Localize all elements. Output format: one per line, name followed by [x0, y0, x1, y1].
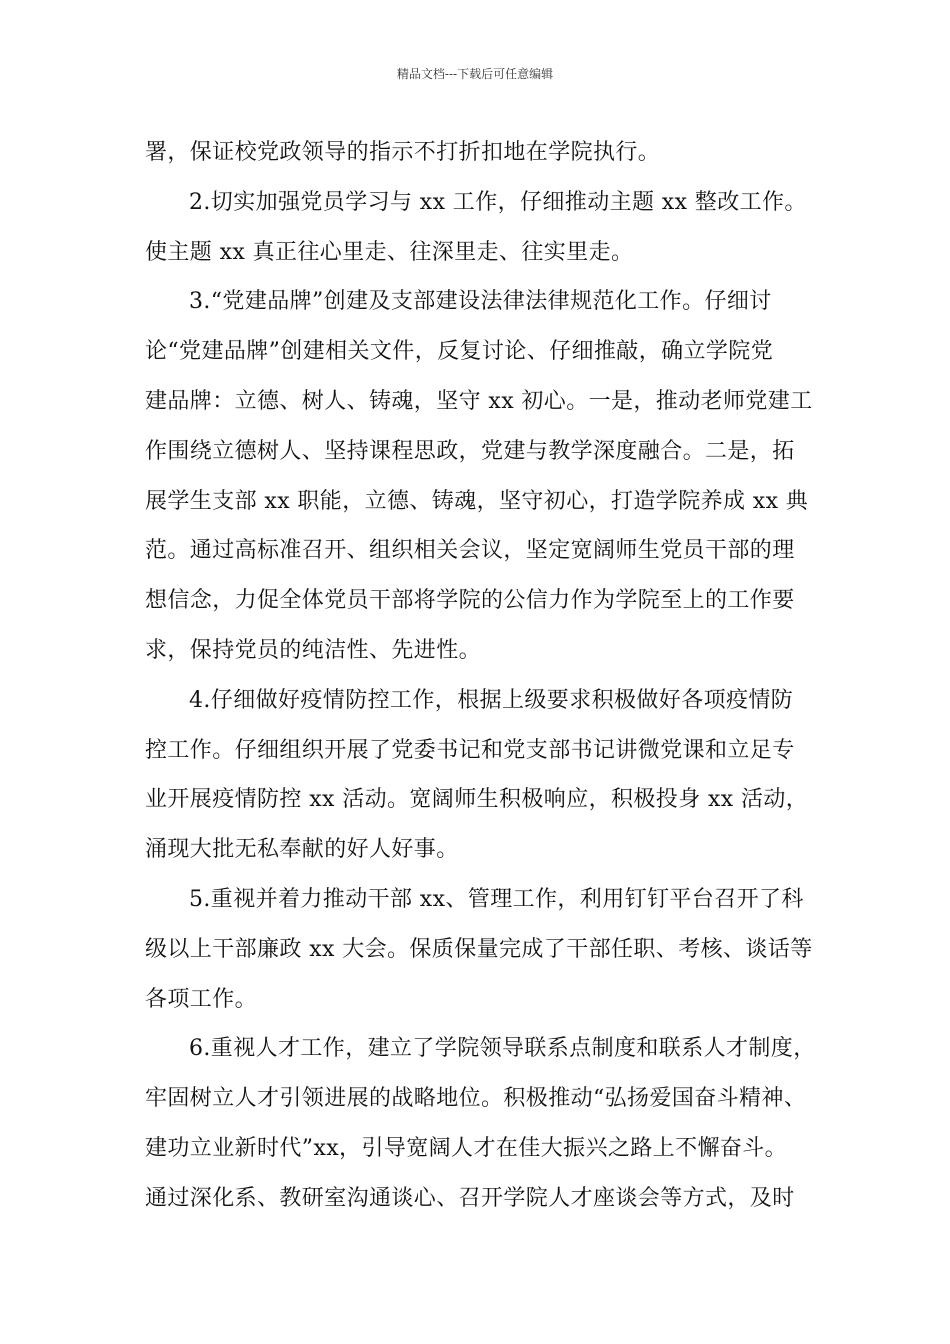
text-line: 涌现大批无私奉献的好人好事。 — [145, 837, 459, 863]
text-line: 级以上干部廉政 xx 大会。保质保量完成了干部任职、考核、谈话等 — [145, 936, 813, 962]
text-line: 各项工作。 — [145, 986, 258, 1012]
text-line: 通过深化系、教研室沟通谈心、召开学院人才座谈会等方式，及时 — [145, 1185, 795, 1211]
text-line: 想信念，力促全体党员干部将学院的公信力作为学院至上的工作要 — [145, 588, 795, 614]
text-line: 展学生支部 xx 职能，立德、铸魂，坚守初心，打造学院养成 xx 典 — [145, 488, 809, 514]
text-line: 5.重视并着力推动干部 xx、管理工作，利用钉钉平台召开了科 — [189, 886, 804, 912]
text-line: 2.切实加强党员学习与 xx 工作，仔细推动主题 xx 整改工作。 — [189, 189, 807, 215]
text-line: 控工作。仔细组织开展了党委书记和党支部书记讲微党课和立足专 — [145, 737, 795, 763]
text-line: 求，保持党员的纯洁性、先进性。 — [145, 637, 482, 663]
text-line: 使主题 xx 真正往心里走、往深里走、往实里走。 — [145, 239, 634, 265]
text-line: 建功立业新时代”xx，引导宽阔人才在佳大振兴之路上不懈奋斗。 — [145, 1135, 788, 1161]
text-line: 建品牌：立德、树人、铸魂，坚守 xx 初心。一是，推动老师党建工 — [145, 388, 813, 414]
text-line: 论“党建品牌”创建相关文件，反复讨论、仔细推敲，确立学院党 — [145, 339, 774, 365]
document-body — [145, 128, 815, 1224]
text-line: 署，保证校党政领导的指示不打折扣地在学院执行。 — [145, 140, 661, 165]
text-line: 4.仔细做好疫情防控工作，根据上级要求积极做好各项疫情防 — [189, 687, 794, 713]
text-line: 6.重视人才工作，建立了学院领导联系点制度和联系人才制度， — [189, 1036, 816, 1062]
page-header: 精品文档---下载后可任意编辑 — [396, 67, 554, 81]
text-line: 范。通过高标准召开、组织相关会议，坚定宽阔师生党员干部的理 — [145, 538, 795, 564]
text-line: 作围绕立德树人、坚持课程思政，党建与教学深度融合。二是，拓 — [145, 438, 795, 464]
text-line: 牢固树立人才引领进展的战略地位。积极推动“弘扬爱国奋斗精神、 — [145, 1086, 807, 1112]
text-line: 业开展疫情防控 xx 活动。宽阔师生积极响应，积极投身 xx 活动， — [145, 787, 809, 813]
text-line: 3.“党建品牌”创建及支部建设法律法律规范化工作。仔细讨 — [189, 289, 772, 315]
